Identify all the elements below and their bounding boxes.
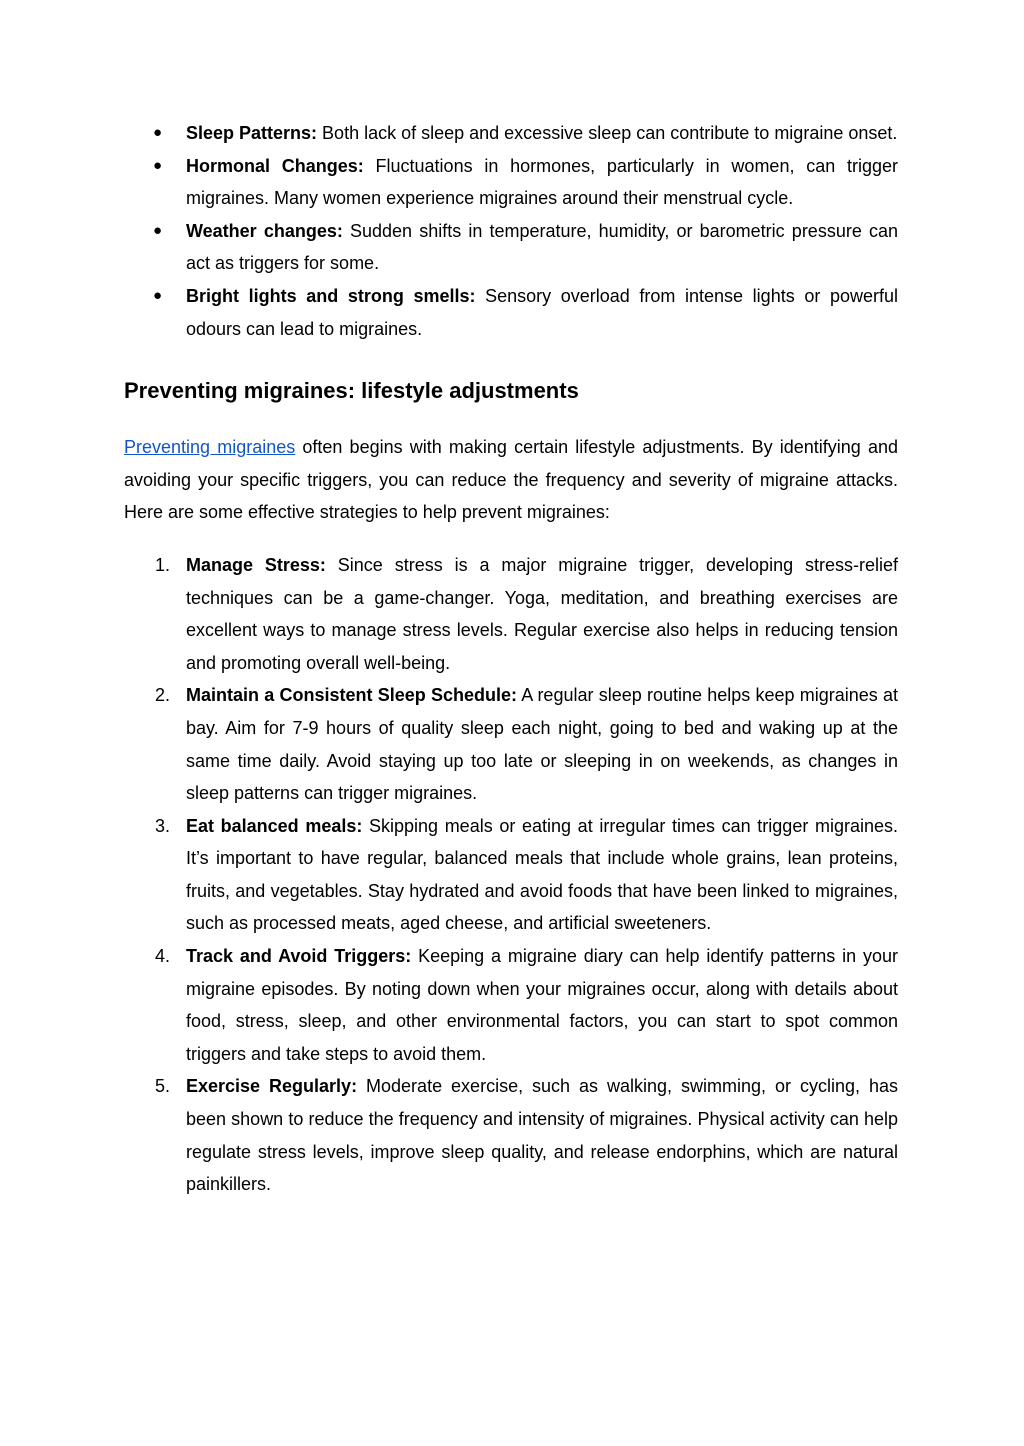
document-page: [124, 117, 898, 1201]
bullet-icon: ●: [153, 124, 163, 141]
item-text: Sudden shifts in temperature, humidity, or barometric pressure can act as triggers for some.: [186, 220, 898, 274]
list-item: [124, 117, 898, 150]
item-text: Sensory overload from intense lights or powerful odours can lead to migraines.: [186, 285, 898, 339]
list-item: [124, 1070, 898, 1200]
list-item: [124, 940, 898, 1070]
intro-paragraph: [124, 431, 898, 529]
item-number: 2.: [155, 685, 171, 706]
item-number: 5.: [155, 1076, 171, 1097]
prevention-numbered-list: [124, 549, 898, 1201]
bullet-icon: ●: [153, 221, 163, 239]
item-text: Since stress is a major migraine trigger, developing stress-relief techniques can be a game-changer. Yoga, meditation, and breathing exercises are excellent ways to manage stress levels. Regular exercise also helps in reducing tension and promoting overall well-being.: [186, 554, 898, 673]
item-label: Sleep Patterns:: [186, 123, 318, 143]
list-item: [124, 810, 898, 940]
item-label: Eat balanced meals:: [186, 815, 363, 836]
trigger-bullet-list: [124, 117, 898, 345]
item-text: Moderate exercise, such as walking, swimming, or cycling, has been shown to reduce the frequency and intensity of migraines. Physical activity can help regulate stress levels, improve sleep quality, and release endorphins, which are natural painkillers.: [186, 1076, 898, 1195]
section-heading: Preventing migraines: lifestyle adjustments: [124, 378, 579, 404]
item-text: Fluctuations in hormones, particularly in women, can trigger migraines. Many women experience migraines around their menstrual cycle.: [186, 155, 898, 209]
item-label: Hormonal Changes:: [186, 155, 364, 176]
item-text: Skipping meals or eating at irregular times can trigger migraines. It’s important to have regular, balanced meals that include whole grains, lean proteins, fruits, and vegetables. Stay hydrated and avoid foods that have been linked to migraines, such as processed meats, aged cheese, and artificial sweeteners.: [186, 815, 898, 934]
list-item: [124, 215, 898, 280]
item-number: 1.: [155, 554, 171, 575]
item-label: Bright lights and strong smells:: [186, 285, 476, 306]
item-label: Weather changes:: [186, 220, 343, 241]
item-text: A regular sleep routine helps keep migraines at bay. Aim for 7-9 hours of quality sleep each night, going to bed and waking up at the same time daily. Avoid staying up too late or sleeping in on weekends, as changes in sleep patterns can trigger migraines.: [186, 685, 898, 804]
bullet-icon: ●: [153, 156, 163, 174]
preventing-migraines-link[interactable]: Preventing migraines: [124, 437, 296, 458]
intro-text: often begins with making certain lifestyle adjustments. By identifying and avoiding your specific triggers, you can reduce the frequency and severity of migraine attacks. Here are some effective strategies to help prevent migraines:: [124, 437, 898, 523]
item-number: 3.: [155, 815, 171, 836]
list-item: [124, 150, 898, 215]
list-item: [124, 679, 898, 809]
list-item: [124, 549, 898, 679]
bullet-icon: ●: [153, 286, 163, 304]
list-item: [124, 280, 898, 345]
item-label: Manage Stress:: [186, 554, 326, 575]
item-text: Keeping a migraine diary can help identify patterns in your migraine episodes. By noting down when your migraines occur, along with details about food, stress, sleep, and other environmental factors, you can start to spot common triggers and take steps to avoid them.: [186, 946, 898, 1064]
item-text: Both lack of sleep and excessive sleep can contribute to migraine onset.: [317, 123, 898, 143]
item-label: Maintain a Consistent Sleep Schedule:: [186, 685, 517, 706]
item-label: Track and Avoid Triggers:: [186, 946, 412, 967]
item-label: Exercise Regularly:: [186, 1076, 358, 1097]
item-number: 4.: [155, 946, 171, 967]
